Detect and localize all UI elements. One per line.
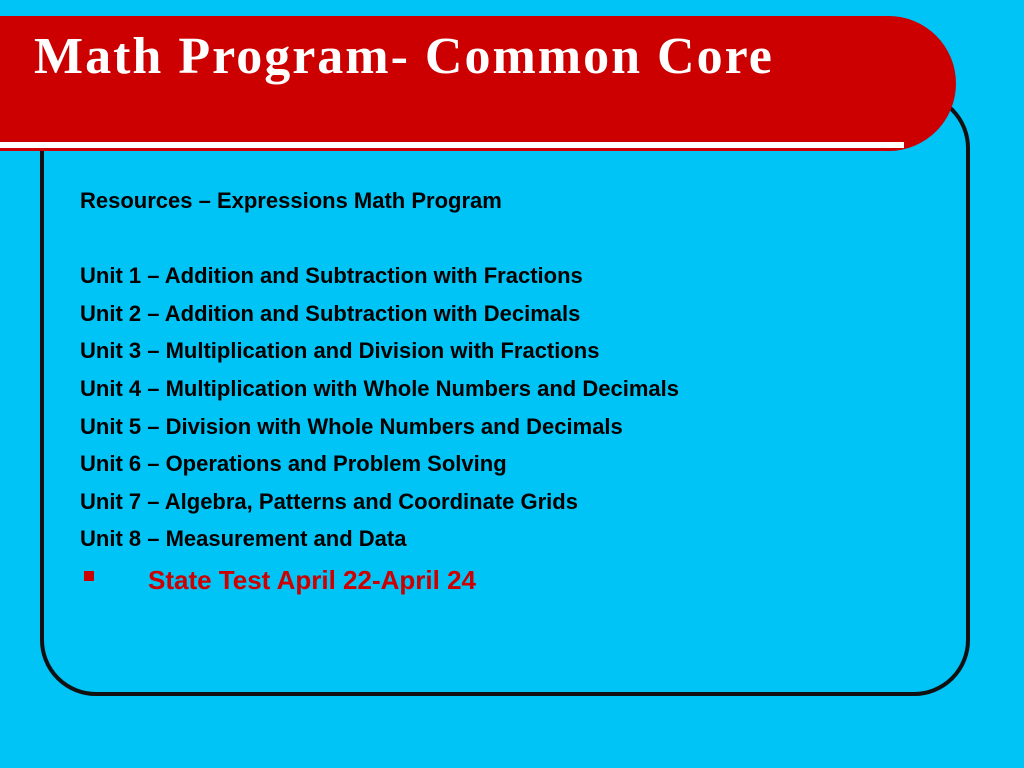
slide-body <box>80 182 940 558</box>
square-bullet-icon <box>84 571 94 581</box>
unit-7-line: Unit 7 – Algebra, Patterns and Coordinate Grids <box>80 488 578 514</box>
unit-8-line: Unit 8 – Measurement and Data <box>80 526 407 552</box>
line-spacer <box>80 220 940 258</box>
unit-5-line: Unit 5 – Division with Whole Numbers and Decimals <box>80 413 623 439</box>
unit-6-line: Unit 6 – Operations and Problem Solving <box>80 451 507 477</box>
state-test-bullet <box>80 562 940 598</box>
unit-3-line: Unit 3 – Multiplication and Division with Fractions <box>80 338 600 364</box>
unit-2-line: Unit 2 – Addition and Subtraction with Decimals <box>80 300 581 326</box>
title-bar <box>0 16 956 151</box>
unit-4-line: Unit 4 – Multiplication with Whole Numbers and Decimals <box>80 375 679 401</box>
resources-line: Resources – Expressions Math Program <box>80 188 502 213</box>
unit-1-line: Unit 1 – Addition and Subtraction with Fractions <box>80 263 583 289</box>
state-test-text: State Test April 22-April 24 <box>148 565 476 595</box>
title-underline <box>0 142 904 148</box>
slide-title: Math Program- Common Core <box>34 28 774 85</box>
